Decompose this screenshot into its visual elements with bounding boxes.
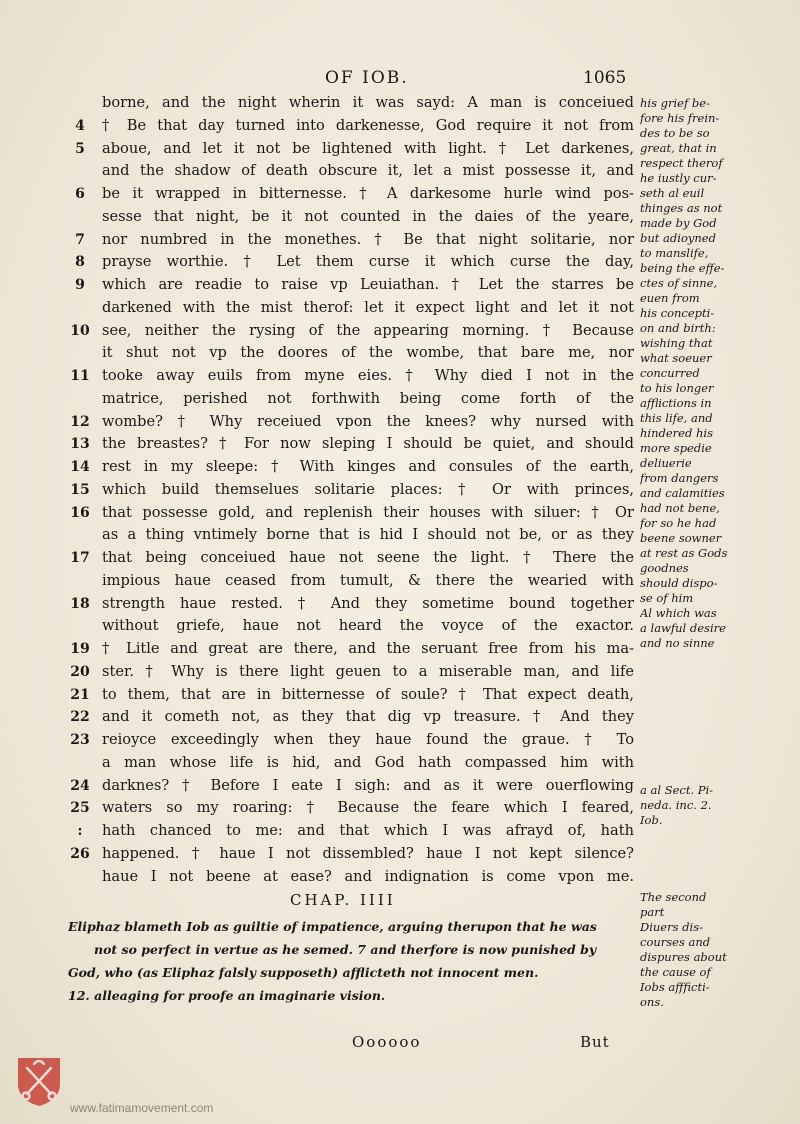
margin-note-line: on and birth: — [640, 321, 716, 335]
line-text: be it wrapped in bitternesse. † A darkesome hurle wind pos- — [102, 185, 634, 202]
argument-line: not so perfect in vertue as he semed. 7 and therfore is now punished by — [94, 942, 597, 957]
text-line — [0, 183, 640, 205]
line-text: which build themselues solitarie places: † Or with princes, — [102, 480, 634, 498]
text-line — [0, 342, 640, 364]
margin-note-line: being the effe- — [640, 261, 725, 275]
line-text: haue I not beene at ease? and indignation is come vpon me. — [102, 867, 634, 885]
margin-note-2 — [640, 783, 780, 828]
line-text: see, neither the rysing of the appearing morning. † Because — [102, 321, 634, 339]
text-line — [0, 593, 640, 615]
margin-note-line: for so he had — [640, 516, 717, 530]
margin-note-line: Al which was — [640, 606, 717, 620]
text-line — [0, 797, 640, 819]
line-text: which are readie to raise vp Leuiathan. † Let the starres be — [102, 276, 634, 293]
margin-note-line: had not bene, — [640, 501, 720, 515]
line-text: sesse that night, be it not counted in the daies of the yeare, — [102, 207, 634, 225]
margin-note-line: should dispo- — [640, 576, 718, 590]
text-line — [0, 661, 640, 683]
verse-number: 21 — [70, 686, 90, 703]
margin-note-line: he iustly cur- — [640, 171, 717, 185]
margin-note-line: thinges as not — [640, 201, 723, 215]
margin-note-line: des to be so — [640, 126, 710, 140]
papal-keys-logo-icon — [12, 1054, 66, 1108]
line-text: to them, that are in bitternesse of soule? † That expect death, — [102, 685, 634, 703]
line-text: a man whose life is hid, and God hath compassed him with — [102, 753, 634, 771]
text-line — [0, 274, 640, 296]
text-line — [0, 752, 640, 774]
page-number: 1065 — [583, 68, 627, 88]
margin-note-line: se of him — [640, 591, 694, 605]
text-line — [0, 570, 640, 592]
argument-line: 12. alleaging for proofe an imaginarie vision. — [68, 988, 386, 1003]
line-text: borne, and the night wherin it was sayd: A man is conceiued — [102, 94, 634, 111]
margin-note-1 — [640, 96, 780, 651]
verse-number: 15 — [70, 481, 90, 498]
verse-number: 18 — [70, 595, 90, 612]
verse-number: 12 — [70, 413, 90, 430]
line-text: ster. † Why is there light geuen to a miserable man, and life — [102, 662, 634, 680]
line-text: darkened with the mist therof: let it expect light and let it not — [102, 298, 634, 316]
text-line — [0, 456, 640, 478]
line-text: the breastes? † For now sleping I should be quiet, and should — [102, 435, 634, 453]
text-line — [0, 320, 640, 342]
text-line — [0, 138, 640, 160]
margin-note-line: hindered his — [640, 426, 713, 440]
margin-note-line: great, that in — [640, 141, 717, 155]
margin-note-line: and no sinne — [640, 636, 715, 650]
verse-number: 24 — [70, 777, 90, 794]
text-line — [0, 479, 640, 501]
margin-note-line: from dangers — [640, 471, 719, 485]
text-line — [0, 866, 640, 888]
line-text: waters so my roaring: † Because the feare which I feared, — [102, 799, 634, 817]
verse-number: : — [77, 823, 83, 839]
margin-note-line: at rest as Gods — [640, 546, 728, 560]
line-text: prayse worthie. † Let them curse it which curse the day, — [102, 253, 634, 271]
margin-note-line: made by God — [640, 216, 717, 230]
margin-note-line: his grief be- — [640, 96, 710, 110]
verse-number: 11 — [70, 368, 90, 384]
verse-number: 17 — [70, 550, 90, 566]
line-text: darknes? † Before I eate I sigh: and as it were ouerflowing — [102, 776, 634, 794]
margin-note-line: to manslife, — [640, 246, 709, 260]
chapter-argument — [68, 915, 638, 1007]
line-text: reioyce exceedingly when they haue found the graue. † To — [102, 731, 634, 748]
text-line — [0, 297, 640, 319]
margin-note-line: euen from — [640, 291, 700, 305]
verse-number: 25 — [70, 800, 90, 817]
text-line — [0, 706, 640, 728]
margin-note-line: goodnes — [640, 561, 689, 575]
margin-note-line: wishing that — [640, 336, 713, 350]
line-text: it shut not vp the doores of the wombe, that bare me, nor — [102, 344, 634, 362]
line-text: matrice, perished not forthwith being come forth of the — [102, 389, 634, 407]
line-text: wombe? † Why receiued vpon the knees? why nursed with — [102, 412, 634, 430]
text-line — [0, 433, 640, 455]
verse-number: 6 — [75, 186, 85, 202]
verse-number: 5 — [75, 140, 85, 157]
text-line — [0, 820, 640, 842]
running-title: OF IOB. — [325, 68, 409, 88]
margin-note-line: his concepti- — [640, 306, 715, 320]
text-line — [0, 229, 640, 251]
verse-number: 9 — [75, 277, 85, 293]
line-text: tooke away euils from myne eies. † Why died I not in the — [102, 367, 634, 384]
line-text: aboue, and let it not be lightened with light. † Let darkenes, — [102, 139, 634, 157]
line-text: and the shadow of death obscure it, let a mist possesse it, and — [102, 162, 634, 180]
text-line — [0, 388, 640, 410]
text-line — [0, 775, 640, 797]
margin-note-line: and calamities — [640, 486, 725, 500]
margin-note-line: ctes of sinne, — [640, 276, 718, 290]
line-text: strength haue rested. † And they sometime bound together — [102, 594, 634, 612]
margin-note-line: deliuerie — [640, 456, 692, 470]
verse-number: 8 — [75, 254, 85, 271]
margin-note-line: courses and — [640, 935, 711, 949]
line-text: rest in my sleepe: † With kinges and consules of the earth, — [102, 458, 634, 475]
line-text: impious haue ceased from tumult, & there the wearied with — [102, 571, 634, 589]
text-line — [0, 92, 640, 114]
line-text: as a thing vntimely borne that is hid I should not be, or as they — [102, 526, 634, 544]
margin-note-line: more spedie — [640, 441, 712, 455]
margin-note-line: but adioyned — [640, 231, 716, 245]
margin-note-line: the cause of — [640, 965, 711, 979]
verse-number: 22 — [70, 709, 90, 726]
verse-number: 19 — [70, 641, 90, 657]
verse-number: 13 — [70, 436, 90, 453]
margin-note-line: Iob. — [640, 813, 663, 827]
verse-number: 10 — [70, 322, 90, 339]
margin-note-line: what soeuer — [640, 351, 712, 365]
text-line — [0, 524, 640, 546]
chapter-title: CHAP. IIII — [290, 891, 396, 909]
line-text: and it cometh not, as they that dig vp treasure. † And they — [102, 708, 634, 726]
margin-note-line: this life, and — [640, 411, 713, 425]
line-text: happened. † haue I not dissembled? haue I not kept silence? — [102, 844, 634, 862]
text-line — [0, 729, 640, 751]
line-text: † Litle and great are there, and the seruant free from his ma- — [102, 640, 634, 657]
argument-line: Eliphaz blameth Iob as guiltie of impatience, arguing therupon that he was — [68, 919, 597, 934]
text-line — [0, 251, 640, 273]
margin-note-line: afflictions in — [640, 396, 712, 410]
margin-note-line: respect therof — [640, 156, 723, 170]
argument-line: God, who (as Eliphaz falsly supposeth) afflicteth not innocent men. — [68, 965, 539, 980]
text-line — [0, 502, 640, 524]
line-text: † Be that day turned into darkenesse, God require it not from — [102, 116, 634, 134]
running-head — [0, 68, 800, 92]
text-line — [0, 843, 640, 865]
line-text: hath chanced to me: and that which I was afrayd of, hath — [102, 822, 634, 839]
margin-note-line: fore his frein- — [640, 111, 720, 125]
margin-note-line: dispures about — [640, 950, 727, 964]
verse-number: 4 — [75, 117, 85, 134]
text-line — [0, 160, 640, 182]
margin-note-line: to his longer — [640, 381, 714, 395]
margin-note-line: Diuers dis- — [640, 920, 703, 934]
margin-note-line: Iobs affficti- — [640, 980, 710, 994]
line-text: without griefe, haue not heard the voyce of the exactor. — [102, 617, 634, 635]
text-line — [0, 684, 640, 706]
verse-number: 26 — [70, 845, 90, 862]
margin-note-line: part — [640, 905, 665, 919]
text-line — [0, 115, 640, 137]
catchword: But — [580, 1033, 610, 1051]
margin-note-line: a lawful desire — [640, 621, 726, 635]
margin-note-line: neda. inc. 2. — [640, 798, 712, 812]
margin-note-3 — [640, 890, 780, 1010]
text-line — [0, 411, 640, 433]
margin-note-line: seth al euil — [640, 186, 705, 200]
text-line — [0, 638, 640, 660]
website-watermark: www.fatimamovement.com — [70, 1101, 214, 1115]
line-text: that possesse gold, and replenish their houses with siluer: † Or — [102, 503, 634, 521]
text-line — [0, 615, 640, 637]
verse-number: 23 — [70, 732, 90, 748]
text-line — [0, 365, 640, 387]
margin-note-line: beene sowner — [640, 531, 722, 545]
margin-note-line: concurred — [640, 366, 700, 380]
verse-number: 20 — [70, 663, 90, 680]
signature-mark: Oooooo — [352, 1033, 422, 1051]
line-text: nor numbred in the monethes. † Be that night solitarie, nor — [102, 230, 634, 248]
verse-number: 16 — [70, 504, 90, 521]
margin-note-line: ons. — [640, 995, 664, 1009]
margin-note-line: The second — [640, 890, 707, 904]
verse-number: 14 — [70, 459, 90, 475]
text-line — [0, 206, 640, 228]
text-line — [0, 547, 640, 569]
verse-number: 7 — [75, 231, 85, 248]
margin-note-line: a al Sect. Pi- — [640, 783, 714, 797]
line-text: that being conceiued haue not seene the light. † There the — [102, 549, 634, 566]
